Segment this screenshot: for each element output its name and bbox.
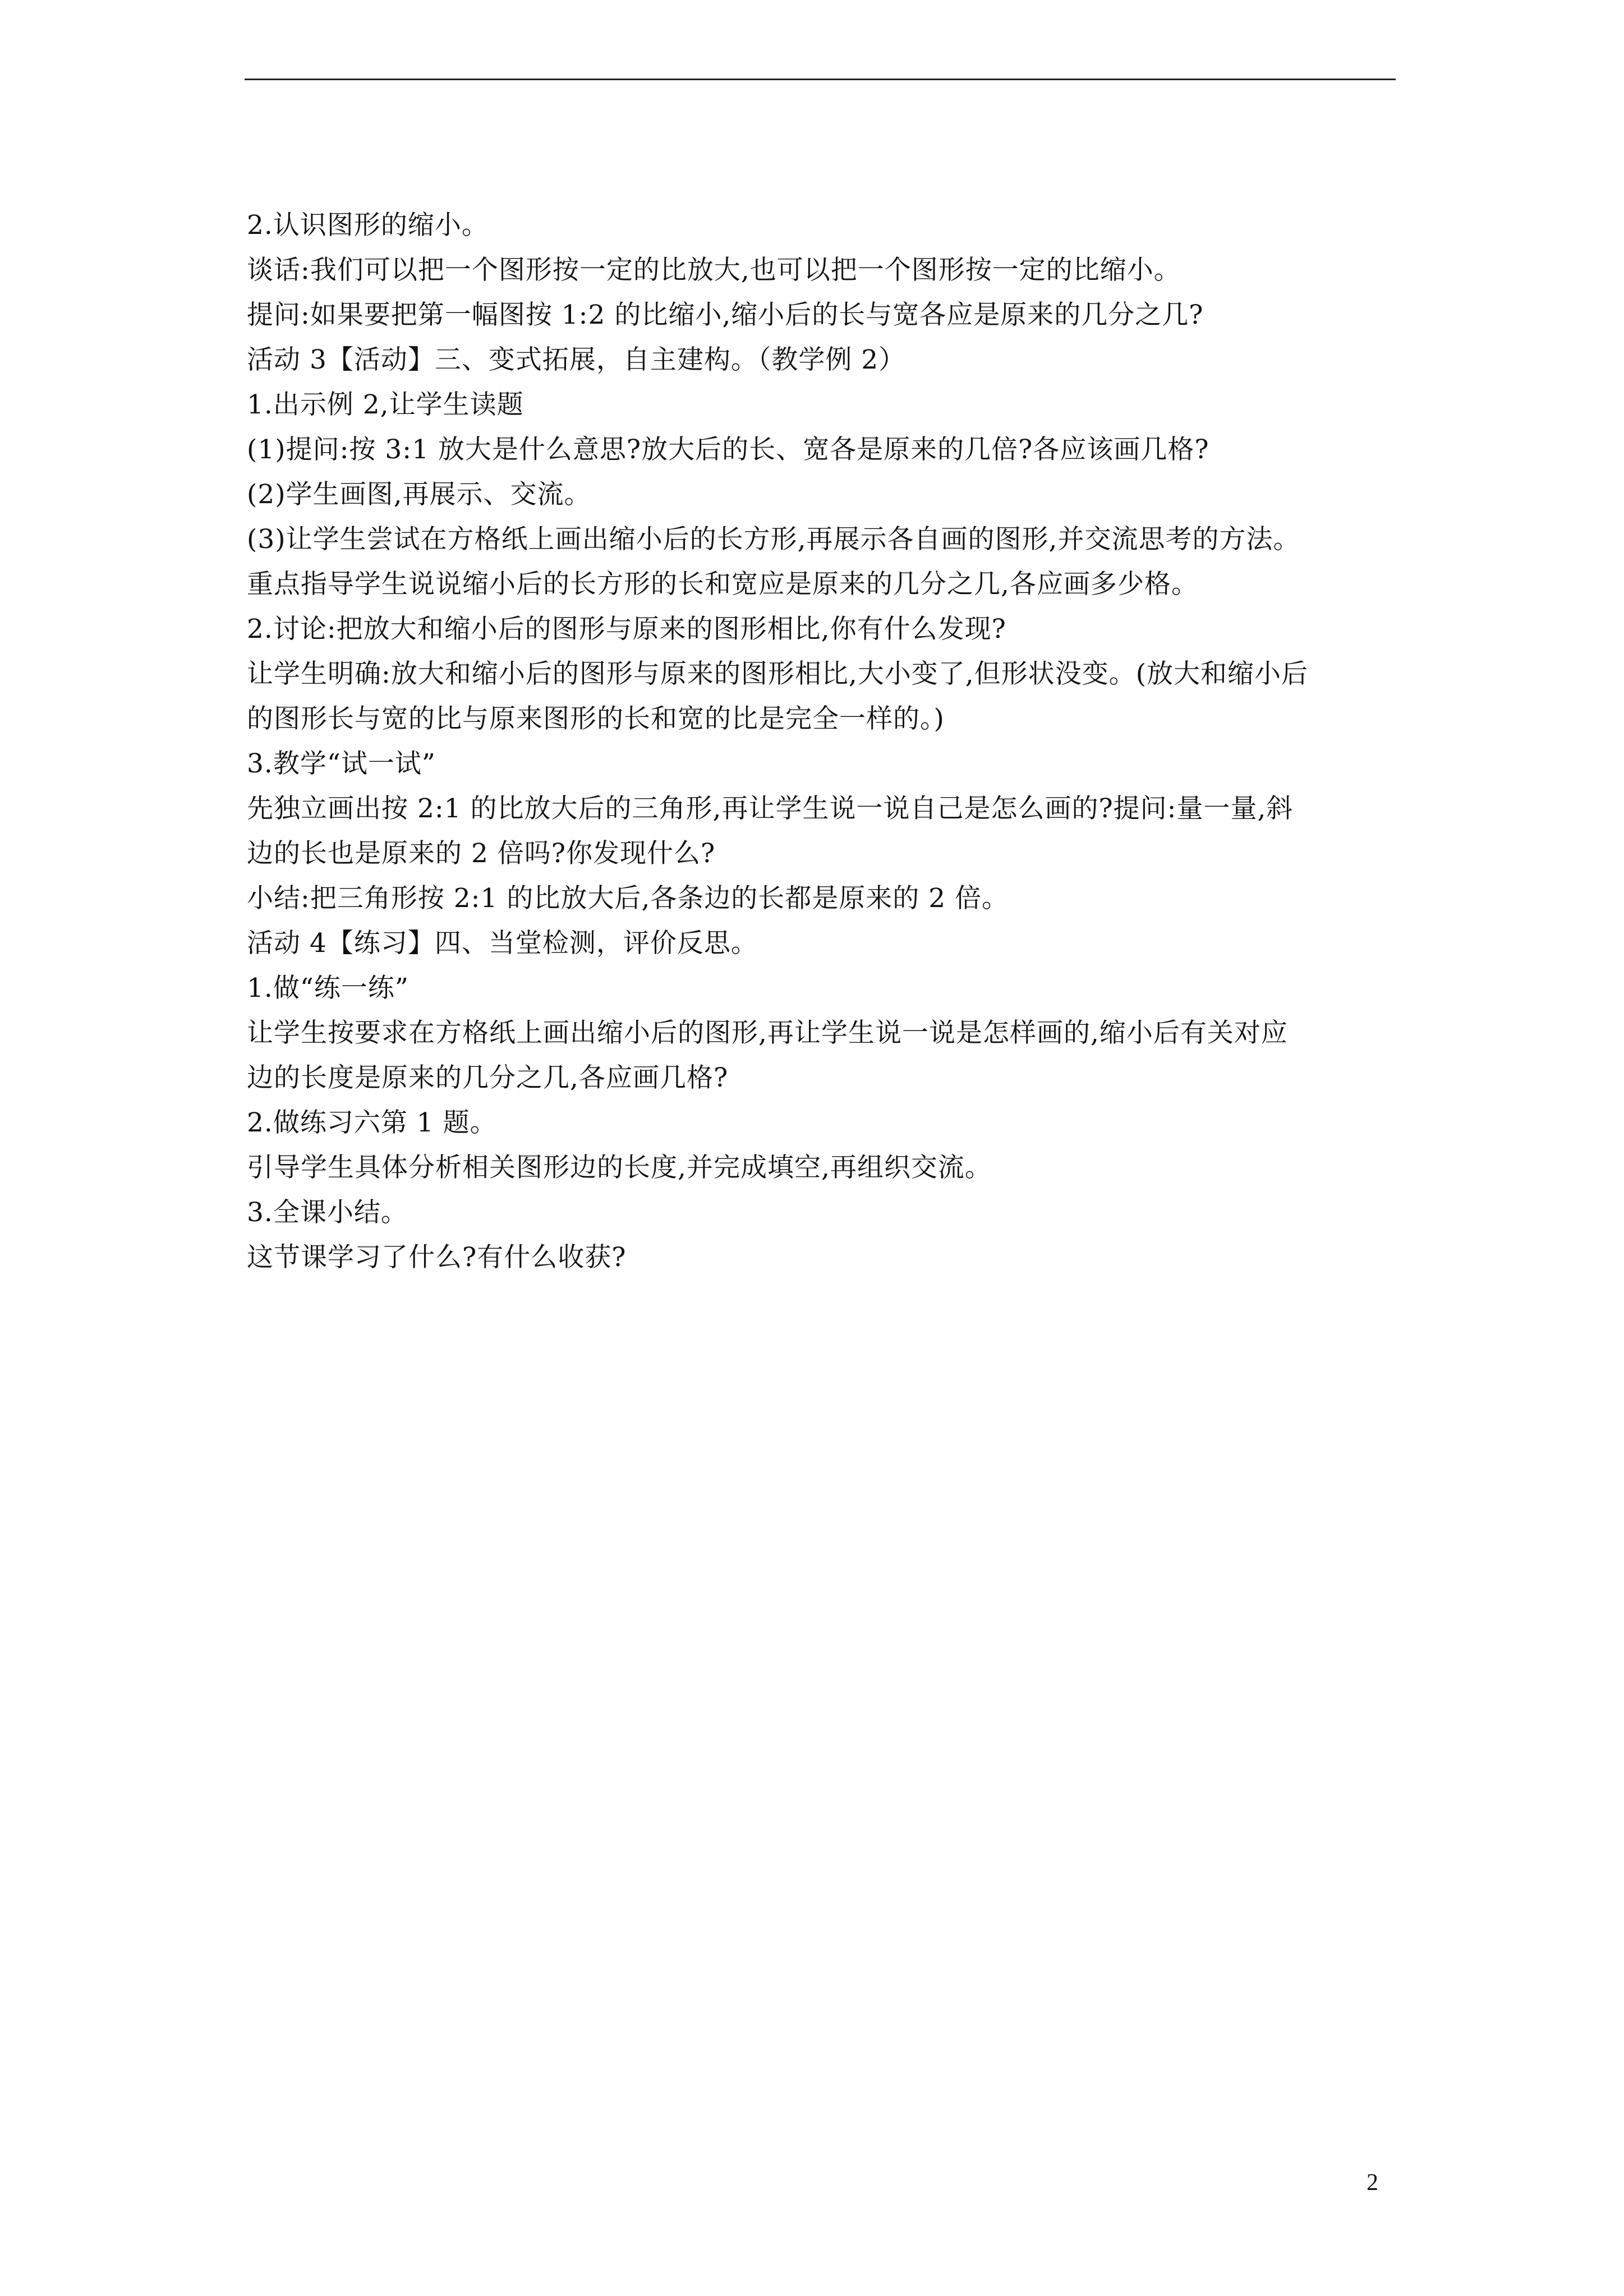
- text-line: 让学生按要求在方格纸上画出缩小后的图形,再让学生说一说是怎样画的,缩小后有关对应: [247, 1018, 1288, 1048]
- page-number: 2: [1367, 2170, 1378, 2196]
- text-line: 小结:把三角形按 2:1 的比放大后,各条边的长都是原来的 2 倍。: [247, 883, 1009, 914]
- text-line: 边的长度是原来的几分之几,各应画几格?: [247, 1062, 729, 1093]
- text-line: 1.做“练一练”: [247, 973, 409, 1004]
- text-line: 2.认识图形的缩小。: [247, 210, 489, 241]
- text-line: 的图形长与宽的比与原来图形的长和宽的比是完全一样的。): [247, 703, 945, 734]
- document-body: [247, 203, 1402, 1280]
- text-line: 活动 4【练习】四、当堂检测，评价反思。: [247, 928, 758, 959]
- text-line: 谈话:我们可以把一个图形按一定的比放大,也可以把一个图形按一定的比缩小。: [247, 255, 1181, 286]
- text-line: 重点指导学生说说缩小后的长方形的长和宽应是原来的几分之几,各应画多少格。: [247, 569, 1198, 600]
- text-line: (1)提问:按 3:1 放大是什么意思?放大后的长、宽各是原来的几倍?各应该画几格?: [247, 434, 1209, 465]
- text-line: 先独立画出按 2:1 的比放大后的三角形,再让学生说一说自己是怎么画的?提问:量一量,斜: [247, 793, 1294, 824]
- text-line: 3.教学“试一试”: [247, 748, 436, 779]
- text-line: 引导学生具体分析相关图形边的长度,并完成填空,再组织交流。: [247, 1152, 992, 1183]
- text-line: 2.做练习六第 1 题。: [247, 1107, 497, 1138]
- text-line: 3.全课小结。: [247, 1197, 408, 1228]
- text-line: (2)学生画图,再展示、交流。: [247, 479, 591, 510]
- text-line: (3)让学生尝试在方格纸上画出缩小后的长方形,再展示各自画的图形,并交流思考的方法。: [247, 524, 1300, 555]
- text-line: 提问:如果要把第一幅图按 1:2 的比缩小,缩小后的长与宽各应是原来的几分之几?: [247, 300, 1204, 330]
- text-line: 2.讨论:把放大和缩小后的图形与原来的图形相比,你有什么发现?: [247, 614, 1006, 645]
- text-line: 让学生明确:放大和缩小后的图形与原来的图形相比,大小变了,但形状没变。(放大和缩小后: [247, 659, 1309, 689]
- header-rule: [245, 79, 1396, 80]
- text-line: 边的长也是原来的 2 倍吗?你发现什么?: [247, 838, 716, 869]
- text-line: 1.出示例 2,让学生读题: [247, 389, 524, 420]
- text-line: 这节课学习了什么?有什么收获?: [247, 1242, 627, 1273]
- text-line: 活动 3【活动】三、变式拓展，自主建构。（教学例 2）: [247, 344, 906, 375]
